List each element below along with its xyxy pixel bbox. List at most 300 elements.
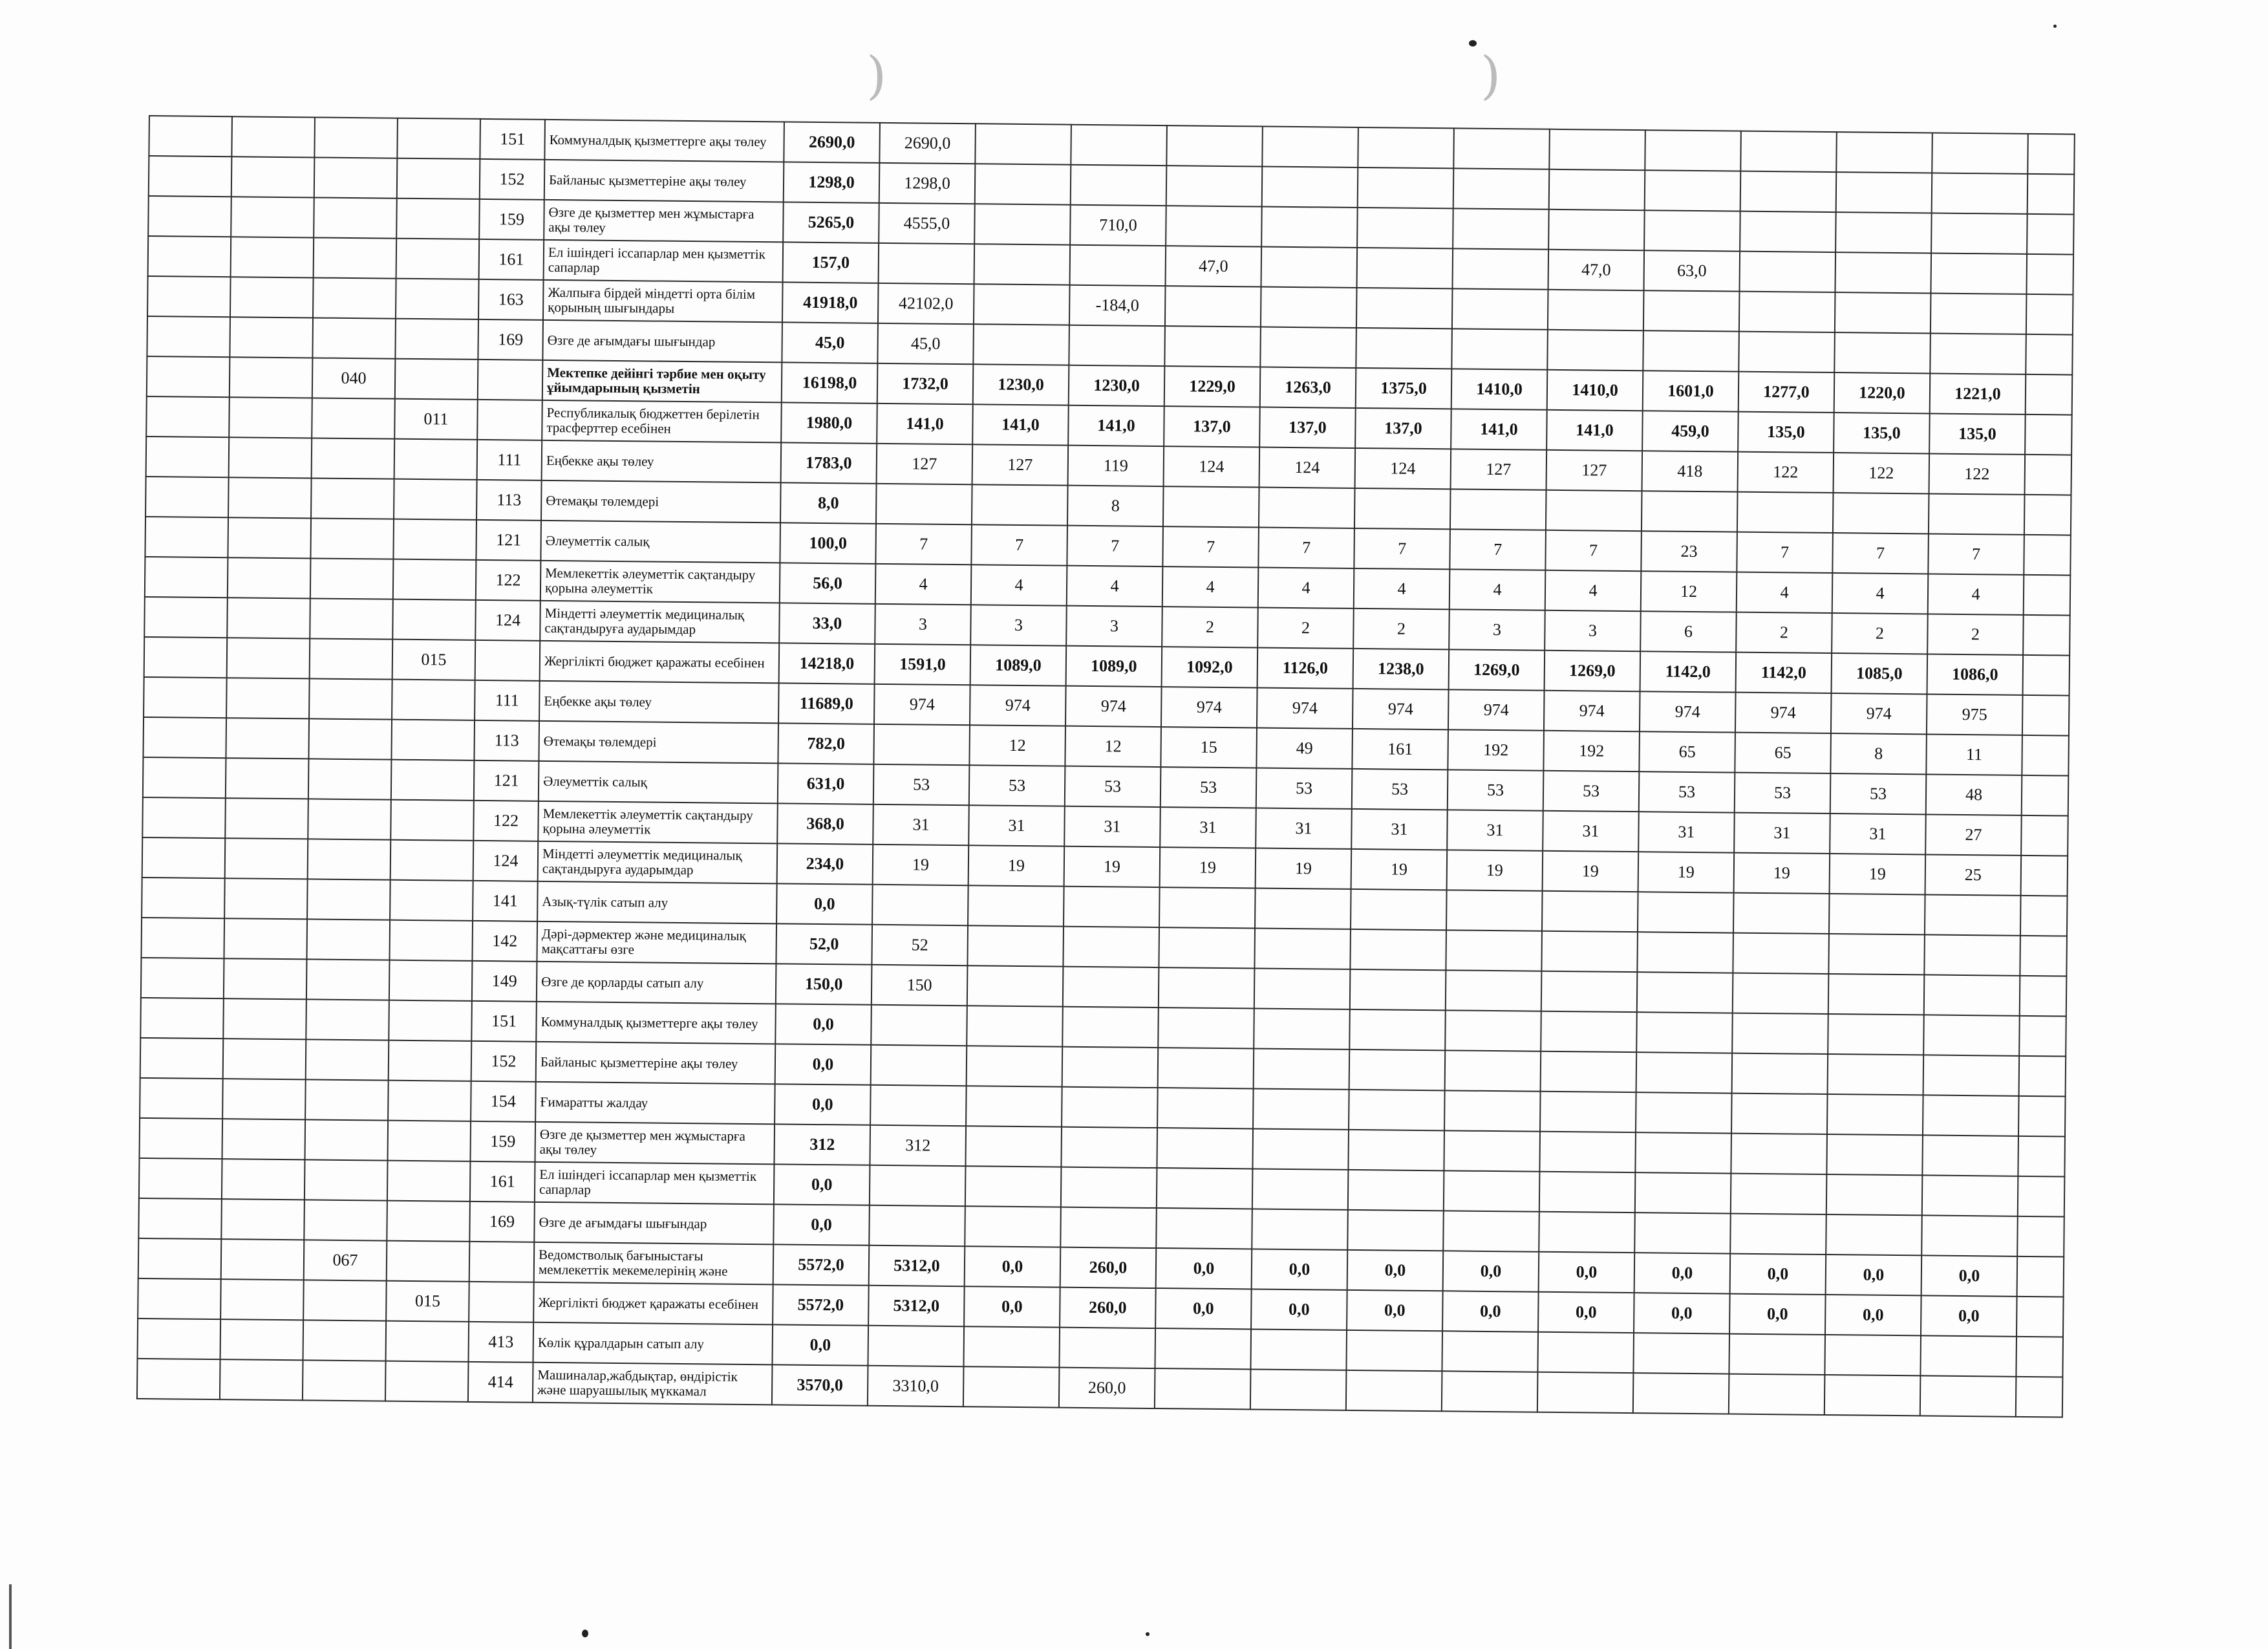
- month-value-cell: 0,0: [1826, 1255, 1922, 1295]
- specific-code-cell: 414: [468, 1362, 533, 1403]
- annual-total-cell: 2690,0: [784, 122, 880, 162]
- item-name-cell: Өзге де қызметтер мен жұмыстарға ақы төлеу: [544, 200, 784, 242]
- month-value-cell: 0,0: [1156, 1248, 1252, 1289]
- month-value-cell: [1836, 132, 1932, 173]
- month-value-cell: [1453, 128, 1550, 169]
- month-value-cell: [1061, 1167, 1157, 1208]
- annual-total-cell: 0,0: [776, 883, 873, 924]
- month-value-cell: [1445, 1010, 1541, 1051]
- item-name-cell: Міндетті әлеуметтік медициналық сақтандыруға аударымдар: [540, 601, 780, 643]
- month-value-cell: [2017, 1216, 2064, 1257]
- month-value-cell: [1824, 1335, 1921, 1375]
- annual-total-cell: 5572,0: [773, 1284, 869, 1325]
- item-name-cell: Мемлекеттік әлеуметтік сақтандыру қорына әлеуметтік: [540, 561, 780, 603]
- item-name-cell: Еңбекке ақы төлеу: [542, 440, 782, 483]
- month-value-cell: [973, 324, 1069, 365]
- month-value-cell: [1835, 292, 1931, 333]
- month-value-cell: 141,0: [877, 404, 973, 444]
- month-value-cell: 974: [1640, 691, 1736, 732]
- month-value-cell: 0,0: [1252, 1249, 1348, 1289]
- month-value-cell: [1931, 213, 2027, 253]
- subclass-cell: [231, 197, 314, 237]
- month-value-cell: 4: [1354, 568, 1450, 609]
- annual-total-cell: 234,0: [777, 843, 873, 884]
- specific-code-cell: 124: [475, 600, 540, 641]
- month-value-cell: 4: [1258, 568, 1354, 609]
- month-value-cell: [1250, 1369, 1347, 1410]
- month-value-cell: 192: [1543, 731, 1640, 771]
- program-cell: [305, 1079, 389, 1120]
- month-value-cell: [872, 885, 968, 925]
- item-name-cell: Мектепке дейінгі тәрбие мен оқыту ұйымдарының қызметін: [542, 360, 782, 403]
- month-value-cell: [1541, 931, 1638, 972]
- month-value-cell: [1450, 489, 1546, 530]
- specific-code-cell: [478, 360, 543, 400]
- month-value-cell: 4555,0: [879, 203, 975, 244]
- month-value-cell: [1062, 1087, 1158, 1128]
- subclass-cell: [231, 237, 314, 277]
- month-value-cell: [1740, 131, 1837, 172]
- program-cell: [314, 157, 398, 198]
- item-name-cell: Жалпыға бірдей міндетті орта білім қорының шығындары: [543, 280, 783, 323]
- subclass-cell: [230, 357, 313, 398]
- month-value-cell: [1254, 928, 1351, 969]
- program-cell: [308, 718, 392, 759]
- month-value-cell: 4: [1162, 566, 1259, 607]
- month-value-cell: [1164, 326, 1261, 367]
- specific-code-cell: 161: [470, 1161, 535, 1202]
- subprogram-cell: [385, 1361, 469, 1402]
- month-value-cell: 53: [1735, 773, 1831, 814]
- scan-speck: [2053, 25, 2057, 28]
- specific-code-cell: [469, 1282, 534, 1322]
- month-value-cell: [963, 1366, 1060, 1407]
- program-cell: [313, 277, 396, 318]
- month-value-cell: [1254, 1048, 1350, 1089]
- item-name-cell: Мемлекеттік әлеуметтік сақтандыру қорына әлеуметтік: [538, 801, 778, 844]
- subprogram-cell: [387, 1161, 471, 1202]
- month-value-cell: 53: [1352, 769, 1448, 810]
- subprogram-cell: [397, 158, 480, 199]
- month-value-cell: 7: [1067, 526, 1163, 566]
- month-value-cell: [869, 1205, 965, 1246]
- month-value-cell: [2026, 374, 2073, 415]
- month-value-cell: [1357, 248, 1453, 288]
- month-value-cell: [2019, 1016, 2066, 1057]
- specific-code-cell: 159: [479, 199, 544, 240]
- month-value-cell: 7: [875, 524, 972, 565]
- month-value-cell: [1932, 133, 2028, 173]
- table-body: [137, 116, 2075, 1417]
- month-value-cell: [1929, 493, 2025, 534]
- item-name-cell: Өзге де қорларды сатып алу: [537, 962, 776, 1004]
- month-value-cell: [2023, 655, 2070, 696]
- month-value-cell: [1357, 208, 1453, 248]
- subprogram-cell: [390, 840, 474, 881]
- scan-speck: [582, 1630, 588, 1637]
- specific-code-cell: 121: [474, 760, 539, 801]
- subprogram-cell: [393, 559, 476, 600]
- month-value-cell: [1356, 288, 1453, 329]
- month-value-cell: [1062, 1007, 1159, 1048]
- month-value-cell: [1071, 125, 1167, 166]
- month-value-cell: [871, 1005, 967, 1046]
- annual-total-cell: 150,0: [776, 964, 872, 1004]
- month-value-cell: [1829, 894, 1925, 934]
- month-value-cell: [1539, 1172, 1636, 1212]
- month-value-cell: [1548, 210, 1645, 250]
- month-value-cell: 3: [1449, 609, 1545, 650]
- month-value-cell: 124: [1164, 446, 1260, 487]
- annual-total-cell: 0,0: [775, 1044, 872, 1084]
- month-value-cell: 1732,0: [877, 363, 974, 404]
- month-value-cell: 19: [1064, 846, 1161, 887]
- class-cell: [141, 918, 224, 958]
- class-cell: [138, 1278, 221, 1319]
- month-value-cell: 4: [875, 564, 972, 605]
- month-value-cell: [1644, 210, 1740, 251]
- month-value-cell: 31: [1447, 810, 1543, 850]
- month-value-cell: -184,0: [1069, 285, 1166, 326]
- month-value-cell: 119: [1068, 446, 1164, 486]
- subprogram-cell: [391, 720, 475, 760]
- month-value-cell: 53: [1830, 773, 1927, 814]
- month-value-cell: 124: [1355, 448, 1451, 489]
- class-cell: [139, 1158, 222, 1199]
- month-value-cell: [1252, 1209, 1348, 1249]
- specific-code-cell: 141: [473, 881, 538, 921]
- month-value-cell: 974: [874, 684, 970, 725]
- program-cell: [310, 558, 394, 599]
- month-value-cell: 19: [1830, 854, 1926, 894]
- month-value-cell: 0,0: [1921, 1255, 2018, 1296]
- month-value-cell: 127: [972, 444, 1069, 485]
- month-value-cell: 7: [1450, 529, 1546, 570]
- month-value-cell: 135,0: [1929, 413, 2026, 454]
- month-value-cell: [1351, 889, 1447, 930]
- month-value-cell: 2: [1832, 613, 1928, 654]
- month-value-cell: [1452, 288, 1548, 329]
- program-cell: [311, 478, 394, 519]
- specific-code-cell: 151: [471, 1001, 537, 1042]
- month-value-cell: [1539, 1212, 1635, 1253]
- month-value-cell: 7: [1737, 532, 1833, 573]
- class-cell: [146, 436, 230, 477]
- item-name-cell: Коммуналдық қызметтерге ақы төлеу: [544, 120, 784, 162]
- month-value-cell: 0,0: [1538, 1292, 1634, 1333]
- subclass-cell: [225, 798, 308, 839]
- month-value-cell: 53: [1639, 771, 1735, 812]
- month-value-cell: [1348, 1130, 1444, 1170]
- month-value-cell: 7: [971, 524, 1067, 565]
- class-cell: [142, 878, 225, 918]
- month-value-cell: 0,0: [1347, 1290, 1443, 1331]
- annual-total-cell: 1783,0: [781, 442, 877, 483]
- subclass-cell: [230, 277, 314, 318]
- scan-artifact: ): [1481, 45, 1501, 105]
- month-value-cell: 1142,0: [1736, 652, 1832, 693]
- subprogram-cell: [397, 118, 480, 159]
- month-value-cell: [1541, 1051, 1637, 1092]
- item-name-cell: Әлеуметтік салық: [540, 521, 780, 563]
- month-value-cell: [1453, 208, 1549, 249]
- month-value-cell: [1739, 292, 1835, 332]
- month-value-cell: 1221,0: [1930, 373, 2026, 414]
- month-value-cell: 11: [1926, 734, 2022, 775]
- month-value-cell: 1230,0: [973, 364, 1069, 405]
- specific-code-cell: 163: [478, 279, 544, 320]
- month-value-cell: [2024, 575, 2071, 616]
- month-value-cell: [1824, 1375, 1921, 1416]
- month-value-cell: 1410,0: [1451, 369, 1548, 409]
- month-value-cell: 31: [1256, 808, 1352, 848]
- month-value-cell: 8: [1067, 486, 1164, 526]
- month-value-cell: 135,0: [1738, 412, 1834, 453]
- class-cell: [145, 557, 228, 598]
- month-value-cell: [2018, 1176, 2065, 1217]
- item-name-cell: Әлеуметтік салық: [539, 761, 778, 804]
- program-cell: [308, 839, 391, 879]
- month-value-cell: [1549, 169, 1645, 210]
- month-value-cell: 49: [1256, 727, 1353, 768]
- month-value-cell: 974: [1257, 687, 1353, 728]
- annual-total-cell: 1980,0: [781, 402, 877, 443]
- month-value-cell: [2017, 1297, 2064, 1337]
- annual-total-cell: 3570,0: [772, 1364, 868, 1405]
- month-value-cell: 459,0: [1642, 411, 1738, 451]
- month-value-cell: [974, 284, 1070, 325]
- month-value-cell: 4: [1450, 569, 1546, 610]
- item-name-cell: Ғимаратты жалдау: [535, 1082, 775, 1125]
- subclass-cell: [221, 1199, 305, 1240]
- month-value-cell: 63,0: [1644, 250, 1740, 291]
- program-cell: 040: [312, 358, 396, 398]
- class-cell: [137, 1359, 220, 1399]
- month-value-cell: [1062, 1047, 1159, 1088]
- month-value-cell: 3310,0: [868, 1366, 964, 1406]
- month-value-cell: 127: [877, 444, 973, 484]
- specific-code-cell: 169: [469, 1202, 535, 1242]
- month-value-cell: [2018, 1096, 2066, 1137]
- month-value-cell: [868, 1326, 964, 1366]
- subprogram-cell: [386, 1321, 469, 1362]
- month-value-cell: [1835, 252, 1931, 293]
- program-cell: [312, 438, 395, 479]
- month-value-cell: [1255, 888, 1351, 929]
- item-name-cell: Өзге де ағымдағы шығындар: [534, 1202, 774, 1245]
- specific-code-cell: 142: [472, 921, 537, 962]
- month-value-cell: [1738, 332, 1835, 372]
- subprogram-cell: [394, 479, 477, 520]
- month-value-cell: [1064, 887, 1160, 927]
- month-value-cell: 312: [870, 1125, 966, 1166]
- month-value-cell: 7: [1545, 530, 1642, 571]
- month-value-cell: [2027, 174, 2075, 215]
- subprogram-cell: [389, 920, 473, 961]
- class-cell: [145, 477, 229, 517]
- month-value-cell: [1636, 1092, 1732, 1133]
- month-value-cell: 5312,0: [868, 1286, 965, 1326]
- month-value-cell: 0,0: [965, 1246, 1061, 1287]
- month-value-cell: [963, 1326, 1060, 1367]
- month-value-cell: [2016, 1377, 2063, 1417]
- month-value-cell: 12: [969, 725, 1065, 766]
- month-value-cell: 974: [1735, 693, 1832, 733]
- annual-total-cell: 45,0: [782, 322, 878, 363]
- month-value-cell: 1085,0: [1832, 653, 1928, 694]
- month-value-cell: 65: [1639, 731, 1735, 772]
- class-cell: [149, 116, 232, 156]
- month-value-cell: [1729, 1334, 1825, 1375]
- month-value-cell: [1070, 245, 1166, 286]
- month-value-cell: 25: [1925, 854, 2022, 895]
- month-value-cell: 8: [1830, 733, 1927, 774]
- month-value-cell: 974: [1448, 689, 1545, 730]
- annual-total-cell: 1298,0: [784, 162, 880, 202]
- month-value-cell: [1546, 490, 1642, 531]
- month-value-cell: [1740, 171, 1837, 212]
- month-value-cell: [1924, 934, 2020, 975]
- month-value-cell: [2020, 896, 2068, 936]
- class-cell: [138, 1198, 222, 1239]
- month-value-cell: [1446, 930, 1542, 971]
- month-value-cell: [1737, 492, 1834, 533]
- month-value-cell: 260,0: [1060, 1288, 1156, 1328]
- month-value-cell: 52: [872, 925, 968, 965]
- program-cell: [308, 799, 391, 839]
- month-value-cell: [1540, 1092, 1636, 1132]
- month-value-cell: [1262, 167, 1358, 208]
- month-value-cell: [1157, 1128, 1253, 1169]
- month-value-cell: [870, 1085, 967, 1126]
- month-value-cell: [1828, 1014, 1924, 1055]
- month-value-cell: 192: [1448, 729, 1544, 770]
- month-value-cell: 53: [873, 764, 970, 805]
- month-value-cell: [1252, 1169, 1349, 1209]
- month-value-cell: 137,0: [1259, 407, 1356, 448]
- month-value-cell: 31: [1160, 807, 1256, 848]
- specific-code-cell: 111: [477, 440, 542, 480]
- month-value-cell: [1634, 1212, 1731, 1253]
- month-value-cell: 19: [968, 845, 1065, 886]
- month-value-cell: [1165, 286, 1261, 327]
- month-value-cell: [2026, 254, 2073, 295]
- month-value-cell: 2: [1736, 612, 1832, 653]
- month-value-cell: [870, 1165, 966, 1206]
- month-value-cell: [1643, 290, 1740, 331]
- scan-speck: [1146, 1632, 1150, 1636]
- month-value-cell: [1159, 967, 1255, 1008]
- annual-total-cell: 16198,0: [782, 362, 878, 403]
- program-cell: [306, 999, 389, 1040]
- specific-code-cell: 151: [480, 119, 545, 160]
- month-value-cell: 1229,0: [1164, 366, 1261, 407]
- month-value-cell: [1155, 1368, 1251, 1409]
- month-value-cell: [1633, 1333, 1729, 1374]
- month-value-cell: [1836, 172, 1932, 213]
- item-name-cell: Өтемақы төлемдері: [539, 721, 778, 764]
- month-value-cell: 1238,0: [1353, 649, 1450, 689]
- month-value-cell: [974, 204, 1071, 244]
- month-value-cell: 1410,0: [1547, 370, 1643, 411]
- month-value-cell: [1729, 1374, 1825, 1415]
- month-value-cell: 2: [1257, 608, 1354, 649]
- class-cell: [140, 1118, 223, 1159]
- month-value-cell: [1828, 934, 1925, 975]
- month-value-cell: [1158, 1048, 1254, 1088]
- month-value-cell: [1063, 967, 1159, 1008]
- specific-code-cell: 152: [471, 1041, 537, 1082]
- subclass-cell: [220, 1319, 304, 1360]
- month-value-cell: [1347, 1210, 1444, 1251]
- month-value-cell: 31: [968, 805, 1065, 846]
- month-value-cell: [1739, 252, 1835, 292]
- month-value-cell: [1166, 206, 1262, 246]
- month-value-cell: 19: [1734, 853, 1830, 894]
- month-value-cell: 0,0: [1347, 1250, 1444, 1291]
- month-value-cell: 0,0: [1539, 1252, 1635, 1293]
- program-cell: [308, 759, 392, 799]
- month-value-cell: 31: [1351, 809, 1448, 850]
- month-value-cell: [1923, 1055, 2020, 1095]
- month-value-cell: [1444, 1090, 1541, 1131]
- class-cell: [142, 797, 226, 838]
- month-value-cell: [1638, 892, 1734, 932]
- month-value-cell: [1254, 1008, 1350, 1049]
- scan-artifact: ): [866, 45, 887, 105]
- month-value-cell: 23: [1641, 531, 1737, 572]
- month-value-cell: [1925, 894, 2021, 935]
- subclass-cell: [231, 116, 315, 157]
- specific-code-cell: 122: [476, 560, 541, 601]
- month-value-cell: [2016, 1337, 2063, 1377]
- subprogram-cell: [392, 680, 475, 720]
- subprogram-cell: [389, 1000, 472, 1041]
- month-value-cell: [1835, 212, 1932, 253]
- month-value-cell: 1269,0: [1545, 651, 1641, 691]
- item-name-cell: Жергілікті бюджет қаражаты есебінен: [540, 641, 780, 684]
- subclass-cell: [228, 517, 311, 558]
- month-value-cell: [871, 1045, 967, 1086]
- class-cell: [149, 156, 232, 197]
- subclass-cell: [222, 1159, 305, 1200]
- month-value-cell: [1826, 1134, 1923, 1175]
- month-value-cell: [1261, 287, 1357, 328]
- item-name-cell: Республикалық бюджеттен берілетін трасферттер есебінен: [542, 400, 782, 443]
- month-value-cell: 3: [970, 605, 1067, 645]
- month-value-cell: [1349, 1009, 1446, 1050]
- month-value-cell: [1931, 253, 2027, 294]
- month-value-cell: [1071, 165, 1167, 206]
- month-value-cell: [967, 1006, 1063, 1046]
- month-value-cell: [1637, 932, 1733, 973]
- item-name-cell: Жергілікті бюджет қаражаты есебінен: [533, 1282, 773, 1325]
- month-value-cell: 53: [1543, 771, 1640, 812]
- month-value-cell: [1826, 1214, 1922, 1255]
- month-value-cell: 7: [1258, 528, 1354, 568]
- month-value-cell: [1261, 247, 1358, 288]
- month-value-cell: [2027, 214, 2074, 255]
- month-value-cell: 0,0: [1251, 1289, 1347, 1330]
- subprogram-cell: [396, 199, 480, 239]
- program-cell: [303, 1360, 386, 1401]
- annual-total-cell: 5572,0: [773, 1244, 870, 1285]
- month-value-cell: [1921, 1215, 2018, 1256]
- month-value-cell: [2027, 134, 2075, 175]
- subprogram-cell: [388, 1081, 471, 1121]
- subprogram-cell: [396, 239, 480, 279]
- month-value-cell: [1549, 129, 1645, 170]
